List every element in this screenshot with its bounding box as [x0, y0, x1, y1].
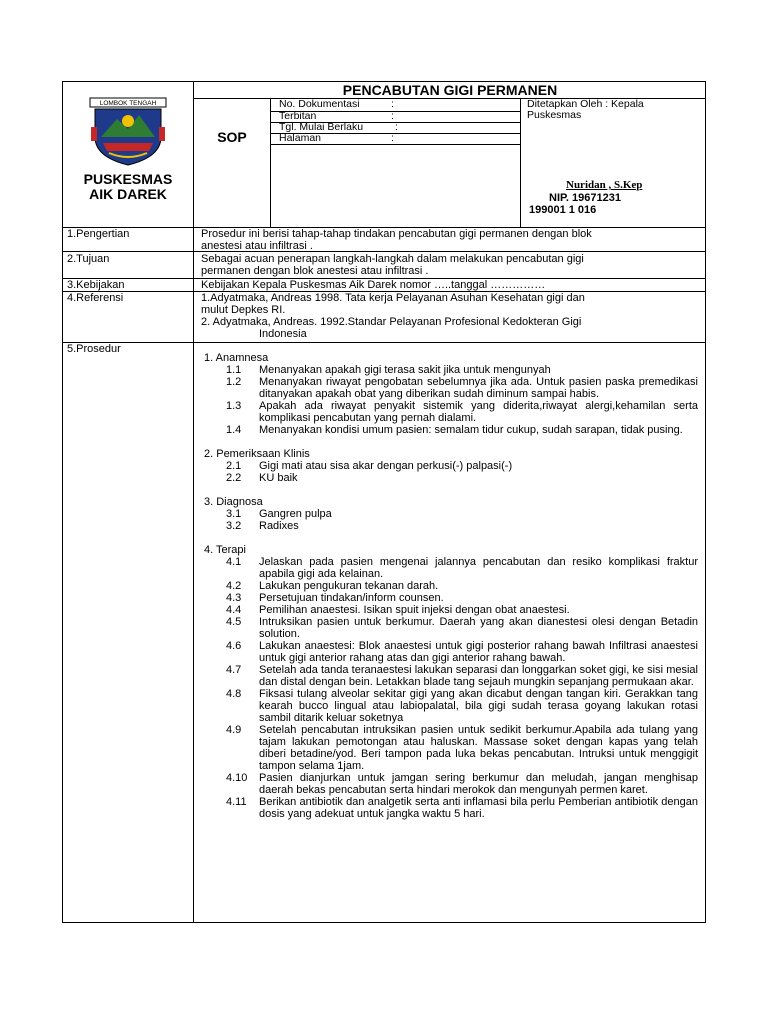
signer-name: Nuridan , S.Kep: [566, 179, 643, 191]
content-kebijakan: Kebijakan Kepala Puskesmas Aik Darek nomor …..tanggal ……………: [201, 279, 546, 291]
procedure-item-number: 4.10: [226, 772, 248, 784]
procedure-item-number: 4.3: [226, 592, 242, 604]
procedure-item-text: Intruksikan pasien untuk berkumur. Daerah yang akan dianestesi olesi dengan Betadin solution.: [259, 616, 698, 640]
section-terapi-title: 4. Terapi: [204, 544, 246, 556]
row-line-referensi: [63, 342, 706, 343]
procedure-item-text: Setelah ada tanda teranaestesi lakukan separasi dan longgarkan soket gigi, ke sisi mesial dan distal dengan bein. Letakkan blade tang sejauh mungkin sepanjang permukaan akar.: [259, 664, 698, 688]
label-tujuan: 2.Tujuan: [67, 253, 110, 265]
content-tujuan: [201, 253, 701, 277]
procedure-item-number: 4.11: [226, 796, 247, 808]
lombok-tengah-logo: [87, 97, 169, 167]
procedure-item: [204, 796, 698, 820]
column-divider-left: [193, 82, 194, 923]
sop-divider: [270, 98, 271, 227]
procedure-item: [204, 556, 698, 580]
label-prosedur: 5.Prosedur: [67, 343, 121, 355]
procedure-item-number: 4.1: [226, 556, 242, 568]
procedure-item: [204, 460, 698, 472]
procedure-item-number: 4.2: [226, 580, 242, 592]
procedure-item-number: 4.9: [226, 724, 242, 736]
procedure-item-text: Fiksasi tulang alveolar sekitar gigi yang akan dicabut dengan tangan kiri. Gerakkan tang kearah bucco lingual atau labiopalatal, bila gigi sudah terasa goyang lakukan rotasi sambil ditarik keluar soketnya: [259, 688, 698, 724]
procedure-item-number: 1.1: [226, 364, 242, 376]
pengertian-line2: anestesi atau infiltrasi .: [201, 240, 313, 252]
ref2-line2: Indonesia: [259, 328, 307, 340]
procedure-item-number: 1.4: [226, 424, 242, 436]
procedure-item: [204, 580, 698, 592]
tujuan-line1: Sebagai acuan penerapan langkah-langkah dalam melakukan pencabutan gigi: [201, 253, 584, 265]
procedure-item: [204, 376, 698, 400]
meta-divider: [520, 98, 521, 227]
procedure-item-text: Gigi mati atau sisa akar dengan perkusi(-) palpasi(-): [259, 460, 513, 472]
procedure-item-text: Pemilihan anaestesi. Isikan spuit injeksi dengan obat anaestesi.: [259, 604, 570, 616]
org-name-line2: AIK DAREK: [89, 186, 167, 202]
meta-sep-2: :: [391, 110, 394, 122]
procedure-item: [204, 472, 698, 484]
procedure-item-text: Lakukan pengukuran tekanan darah.: [259, 580, 439, 592]
ditetapkan-puskesmas: Puskesmas: [527, 109, 582, 121]
logo-text: LOMBOK TENGAH: [99, 100, 157, 107]
meta-sep-3: :: [395, 121, 398, 133]
section-diagnosa-items: [204, 508, 698, 532]
org-name-line1: PUSKESMAS: [83, 171, 173, 187]
procedure-item: [204, 616, 698, 640]
section-anamnesa-title: 1. Anamnesa: [204, 352, 269, 364]
procedure-item-number: 4.5: [226, 616, 242, 628]
procedure-item-text: Menanyakan apakah gigi terasa sakit jika untuk mengunyah: [259, 364, 551, 376]
procedure-item-text: Radixes: [259, 520, 299, 532]
signer-nip-line1: NIP. 19671231: [549, 192, 621, 204]
procedure-item-text: Persetujuan tindakan/inform counsen.: [259, 592, 444, 604]
procedure-item: [204, 688, 698, 724]
procedure-item-number: 1.3: [226, 400, 242, 412]
section-anamnesa-items: [204, 364, 698, 436]
section-diagnosa-title: 3. Diagnosa: [204, 496, 263, 508]
procedure-item: [204, 520, 698, 532]
procedure-item-text: Lakukan anaestesi: Blok anaestesi untuk gigi posterior rahang bawah Infiltrasi anaestesi untuk gigi anterior rahang atas dan gigi anterior rahang bawah.: [259, 640, 698, 664]
meta-label-no-dokumentasi: No. Dokumentasi: [279, 98, 360, 110]
procedure-item-number: 4.8: [226, 688, 242, 700]
ref1-line1: 1.Adyatmaka, Andreas 1998. Tata kerja Pelayanan Asuhan Kesehatan gigi dan: [201, 292, 585, 304]
label-pengertian: 1.Pengertian: [67, 228, 130, 240]
procedure-item-text: Menanyakan kondisi umum pasien: semalam tidur cukup, sudah sarapan, tidak pusing.: [259, 424, 683, 436]
meta-row-line-4: [270, 144, 520, 145]
procedure-item-text: Menanyakan riwayat pengobatan sebelumnya jika ada. Untuk pasien paska premedikasi ditanyakan apakah obat yang diberikan sudah diminum sampai habis.: [259, 376, 698, 400]
procedure-item: [204, 424, 698, 436]
procedure-item: [204, 400, 698, 424]
section-pemeriksaan-items: [204, 460, 698, 484]
label-kebijakan: 3.Kebijakan: [67, 279, 125, 291]
ref1-line2: mulut Depkes RI.: [201, 304, 286, 316]
procedure-item: [204, 664, 698, 688]
procedure-item-text: Jelaskan pada pasien mengenai jalannya pencabutan dan resiko komplikasi fraktur apabila gigi ada kelainan.: [259, 556, 698, 580]
procedure-item-number: 3.2: [226, 520, 242, 532]
meta-label-halaman: Halaman: [279, 132, 322, 144]
procedure-item-text: Gangren pulpa: [259, 508, 332, 520]
procedure-item: [204, 604, 698, 616]
procedure-item-number: 2.1: [226, 460, 242, 472]
meta-label-terbitan: Terbitan: [279, 110, 317, 122]
sop-document: [62, 81, 706, 923]
sop-label: SOP: [217, 129, 247, 145]
document-title: PENCABUTAN GIGI PERMANEN: [342, 82, 558, 98]
content-pengertian: [201, 228, 701, 252]
procedure-item-number: 2.2: [226, 472, 242, 484]
procedure-item: [204, 364, 698, 376]
tujuan-line2: permanen dengan blok anestesi atau infiltrasi .: [201, 265, 429, 277]
procedure-item: [204, 724, 698, 772]
prosedur-content: [204, 352, 698, 820]
procedure-item-number: 4.4: [226, 604, 242, 616]
content-referensi: [201, 292, 701, 340]
ref2-line1: 2. Adyatmaka, Andreas. 1992.Standar Pelayanan Profesional Kedokteran Gigi: [201, 316, 582, 328]
meta-sep-4: :: [391, 132, 394, 144]
meta-sep-1: :: [391, 98, 394, 110]
procedure-item-text: Berikan antibiotik dan analgetik serta anti inflamasi bila perlu Pemberian antibiotik dengan dosis yang adekuat untuk jangka waktu 5 hari.: [259, 796, 698, 820]
meta-label-tgl-mulai: Tgl. Mulai Berlaku: [279, 121, 364, 133]
section-terapi-items: [204, 556, 698, 820]
procedure-item-number: 1.2: [226, 376, 242, 388]
procedure-item-text: Pasien dianjurkan untuk jamgan sering berkumur dan meludah, jangan menghisap daerah bekas pencabutan serta hindari merokok dan mengunyah permen karet.: [259, 772, 698, 796]
procedure-item-text: Apakah ada riwayat penyakit sistemik yang diderita,riwayat alergi,kehamilan serta komplikasi pencabutan yang pernah dialami.: [259, 400, 698, 424]
procedure-item: [204, 772, 698, 796]
ditetapkan-oleh: Ditetapkan Oleh : Kepala: [527, 98, 644, 110]
procedure-item: [204, 640, 698, 664]
section-pemeriksaan-title: 2. Pemeriksaan Klinis: [204, 448, 310, 460]
procedure-item-text: KU baik: [259, 472, 298, 484]
procedure-item: [204, 592, 698, 604]
signer-nip-line2: 199001 1 016: [529, 204, 597, 216]
procedure-item: [204, 508, 698, 520]
label-referensi: 4.Referensi: [67, 292, 124, 304]
procedure-item-number: 4.7: [226, 664, 242, 676]
procedure-item-number: 4.6: [226, 640, 242, 652]
procedure-item-text: Setelah pencabutan intruksikan pasien untuk sedikit berkumur.Apabila ada tulang yang tajam lakukan pemotongan atau haluskan. Massase soket dengan kapas yang telah diberi betadine/yod. Beri tampon pada luka bekas pencabutan. Intruksi untuk menggigit tampon selama 1jam.: [259, 724, 698, 772]
procedure-item-number: 3.1: [226, 508, 242, 520]
pengertian-line1: Prosedur ini berisi tahap-tahap tindakan pencabutan gigi permanen dengan blok: [201, 228, 592, 240]
